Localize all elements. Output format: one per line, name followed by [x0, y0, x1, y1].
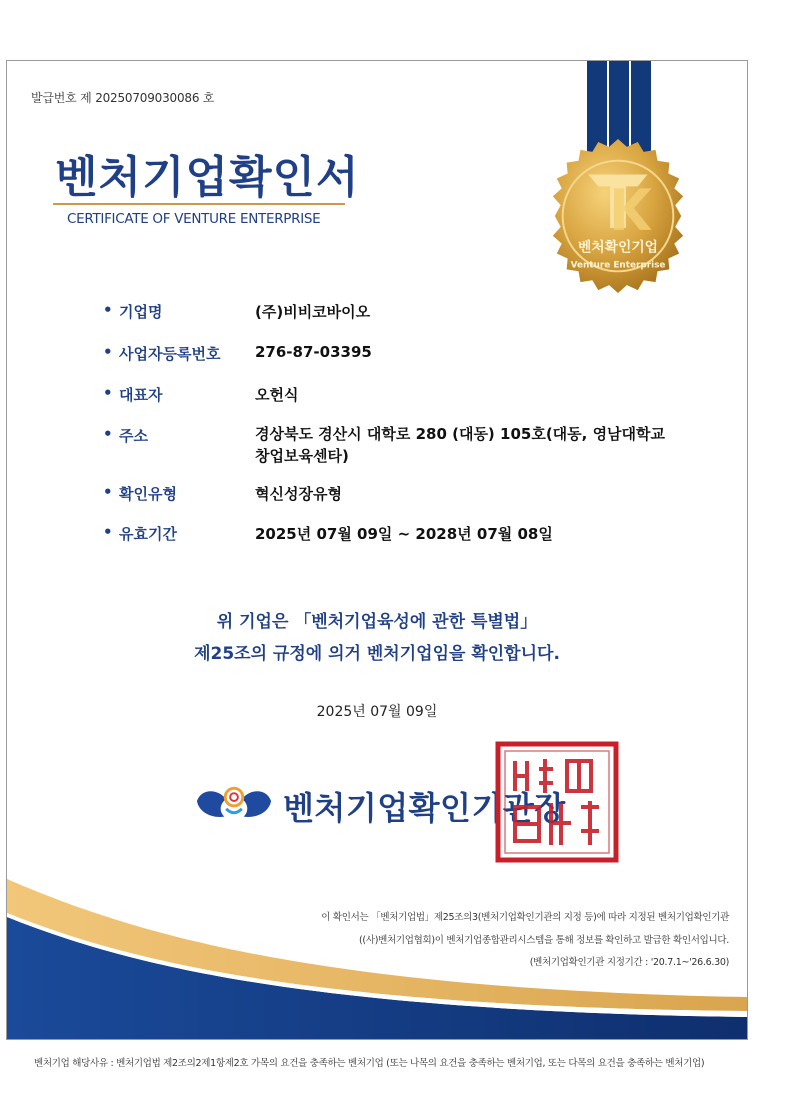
- field-value: 혁신성장유형: [255, 485, 342, 503]
- issue-number: 발급번호 제 20250709030086 호: [31, 91, 215, 105]
- statement-line-1: 위 기업은 「벤처기업육성에 관한 특별법」: [216, 612, 538, 632]
- bullet-icon: •: [103, 523, 113, 541]
- field-value: 276-87-03395: [255, 343, 372, 361]
- footer-eligibility-note: 벤처기업 해당사유 : 벤처기업법 제2조의2제1항제2호 가목의 요건을 충족하는 벤처기업 (또는 나목의 요건을 충족하는 벤처기업, 또는 다목의 요건을 충족하는 벤처기업): [34, 1058, 705, 1069]
- note-line-2: ((사)벤처기업협회)이 벤처기업종합관리시스템을 통해 정보를 확인하고 발급한 확인서입니다.: [359, 935, 729, 946]
- medal-text-en: Venture Enterprise: [570, 260, 666, 271]
- field-label: 주소: [119, 427, 148, 445]
- statement-line-2: 제25조의 규정에 의거 벤처기업임을 확인합니다.: [194, 644, 560, 664]
- venture-org-logo-icon: [195, 781, 273, 821]
- note-line-3: (벤처기업확인기관 지정기간 : '20.7.1~'26.6.30): [529, 957, 729, 968]
- field-value: 오헌식: [255, 386, 299, 404]
- note-line-1: 이 확인서는 「벤처기업법」제25조의3(벤처기업확인기관의 지정 등)에 따라 지정된 벤처기업확인기관: [321, 912, 729, 923]
- field-value: 경상북도 경산시 대학로 280 (대동) 105호(대동, 영남대학교 창업보육센타): [255, 425, 666, 465]
- bullet-icon: •: [103, 483, 113, 501]
- issue-date: 2025년 07월 09일: [316, 704, 438, 720]
- official-red-seal-icon: [495, 741, 619, 863]
- field-label: 유효기간: [119, 525, 177, 543]
- field-value: (주)비비코바이오: [255, 303, 371, 321]
- certificate-title-english: CERTIFICATE OF VENTURE ENTERPRISE: [67, 211, 321, 227]
- title-divider: [53, 203, 345, 205]
- field-value: 2025년 07월 09일 ~ 2028년 07월 08일: [255, 525, 553, 543]
- field-label: 기업명: [119, 303, 163, 321]
- field-label: 대표자: [119, 386, 163, 404]
- field-label: 확인유형: [119, 485, 177, 503]
- bullet-icon: •: [103, 301, 113, 319]
- medal-text-ko: 벤처확인기업: [577, 239, 659, 256]
- certificate-title: 벤처기업확인서: [55, 152, 360, 203]
- bullet-icon: •: [103, 384, 113, 402]
- issuer-name: 벤처기업확인기관장: [283, 789, 566, 827]
- bullet-icon: •: [103, 425, 113, 443]
- venture-enterprise-medal-icon: [539, 137, 697, 295]
- decorative-wave: [7, 861, 747, 1039]
- bullet-icon: •: [103, 343, 113, 361]
- field-label: 사업자등록번호: [119, 345, 221, 363]
- certificate-sheet: [6, 60, 748, 1040]
